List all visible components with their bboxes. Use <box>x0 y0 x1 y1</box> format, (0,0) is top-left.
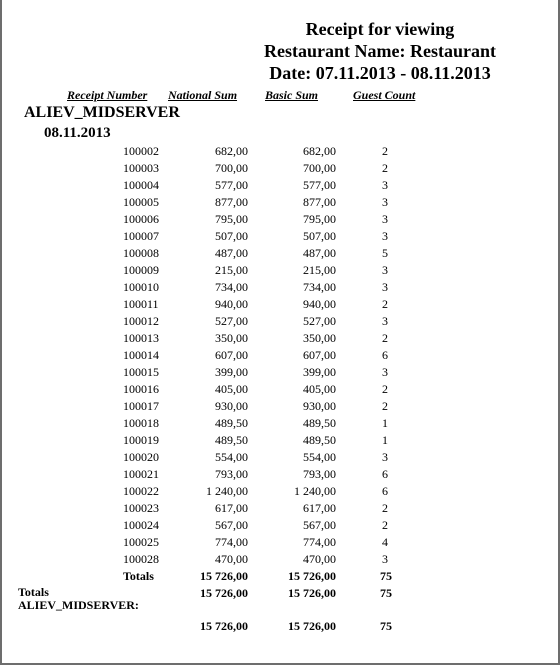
basic-sum-cell: 700,00 <box>303 161 336 175</box>
guest-count-cell: 1 <box>382 433 388 447</box>
guest-count-cell: 2 <box>382 144 388 158</box>
column-header-receipt-number: Receipt Number <box>67 88 148 102</box>
table-row <box>0 535 560 552</box>
guest-count-cell: 5 <box>382 246 388 260</box>
guest-count-cell: 4 <box>382 535 388 549</box>
national-sum-cell: 567,00 <box>215 518 248 532</box>
basic-sum-cell: 567,00 <box>303 518 336 532</box>
basic-sum-cell: 940,00 <box>303 297 336 311</box>
basic-sum-cell: 607,00 <box>303 348 336 362</box>
basic-sum-cell: 617,00 <box>303 501 336 515</box>
national-sum-cell: 489,50 <box>215 416 248 430</box>
basic-sum-cell: 774,00 <box>303 535 336 549</box>
subtotal-national: 15 726,00 <box>200 569 248 583</box>
guest-count-cell: 3 <box>382 365 388 379</box>
receipt-number-cell: 100018 <box>123 416 159 430</box>
guest-count-cell: 3 <box>382 263 388 277</box>
basic-sum-cell: 527,00 <box>303 314 336 328</box>
column-header-basic-sum: Basic Sum <box>265 88 319 102</box>
basic-sum-cell: 405,00 <box>303 382 336 396</box>
receipt-number-cell: 100007 <box>123 229 159 243</box>
receipt-number-cell: 100011 <box>123 297 159 311</box>
table-row <box>0 382 560 399</box>
guest-count-cell: 6 <box>382 484 388 498</box>
table-row <box>0 195 560 212</box>
basic-sum-cell: 470,00 <box>303 552 336 566</box>
server-total-guests: 75 <box>380 586 392 600</box>
table-row <box>0 161 560 178</box>
national-sum-cell: 930,00 <box>215 399 248 413</box>
table-row <box>0 450 560 467</box>
basic-sum-cell: 489,50 <box>303 433 336 447</box>
receipt-number-cell: 100023 <box>123 501 159 515</box>
guest-count-cell: 2 <box>382 399 388 413</box>
national-sum-cell: 940,00 <box>215 297 248 311</box>
receipt-number-cell: 100016 <box>123 382 159 396</box>
subtotal-basic: 15 726,00 <box>288 569 336 583</box>
national-sum-cell: 215,00 <box>215 263 248 277</box>
receipt-number-cell: 100010 <box>123 280 159 294</box>
national-sum-cell: 350,00 <box>215 331 248 345</box>
table-row <box>0 178 560 195</box>
basic-sum-cell: 793,00 <box>303 467 336 481</box>
table-row <box>0 416 560 433</box>
report-title-block <box>200 18 560 84</box>
grand-total-national: 15 726,00 <box>200 619 248 633</box>
server-total-label-line1: Totals <box>18 585 49 599</box>
guest-count-cell: 3 <box>382 280 388 294</box>
basic-sum-cell: 930,00 <box>303 399 336 413</box>
table-row <box>0 229 560 246</box>
table-row <box>0 433 560 450</box>
basic-sum-cell: 215,00 <box>303 263 336 277</box>
basic-sum-cell: 682,00 <box>303 144 336 158</box>
receipt-number-cell: 100025 <box>123 535 159 549</box>
national-sum-cell: 577,00 <box>215 178 248 192</box>
receipt-number-cell: 100009 <box>123 263 159 277</box>
column-headers <box>0 88 560 104</box>
national-sum-cell: 405,00 <box>215 382 248 396</box>
receipt-number-cell: 100014 <box>123 348 159 362</box>
server-total-label-line2: ALIEV_MIDSERVER: <box>18 598 139 612</box>
receipt-number-cell: 100028 <box>123 552 159 566</box>
table-row <box>0 212 560 229</box>
guest-count-cell: 6 <box>382 467 388 481</box>
national-sum-cell: 795,00 <box>215 212 248 226</box>
guest-count-cell: 3 <box>382 178 388 192</box>
receipt-number-cell: 100005 <box>123 195 159 209</box>
guest-count-cell: 2 <box>382 501 388 515</box>
guest-count-cell: 3 <box>382 212 388 226</box>
table-row <box>0 467 560 484</box>
national-sum-cell: 1 240,00 <box>206 484 248 498</box>
table-row <box>0 399 560 416</box>
national-sum-cell: 682,00 <box>215 144 248 158</box>
receipt-number-cell: 100008 <box>123 246 159 260</box>
national-sum-cell: 700,00 <box>215 161 248 175</box>
receipt-number-cell: 100024 <box>123 518 159 532</box>
basic-sum-cell: 489,50 <box>303 416 336 430</box>
receipt-number-cell: 100003 <box>123 161 159 175</box>
national-sum-cell: 489,50 <box>215 433 248 447</box>
receipt-number-cell: 100006 <box>123 212 159 226</box>
national-sum-cell: 774,00 <box>215 535 248 549</box>
receipt-number-cell: 100022 <box>123 484 159 498</box>
receipt-number-cell: 100012 <box>123 314 159 328</box>
server-total-national: 15 726,00 <box>200 586 248 600</box>
national-sum-cell: 877,00 <box>215 195 248 209</box>
receipt-number-cell: 100017 <box>123 399 159 413</box>
table-row <box>0 263 560 280</box>
table-row <box>0 484 560 501</box>
server-total-label <box>18 586 139 612</box>
national-sum-cell: 487,00 <box>215 246 248 260</box>
guest-count-cell: 3 <box>382 195 388 209</box>
basic-sum-cell: 577,00 <box>303 178 336 192</box>
server-total-basic: 15 726,00 <box>288 586 336 600</box>
national-sum-cell: 470,00 <box>215 552 248 566</box>
column-header-national-sum: National Sum <box>168 88 238 102</box>
guest-count-cell: 3 <box>382 314 388 328</box>
grand-total-basic: 15 726,00 <box>288 619 336 633</box>
table-row <box>0 331 560 348</box>
grand-total-guests: 75 <box>380 619 392 633</box>
national-sum-cell: 554,00 <box>215 450 248 464</box>
basic-sum-cell: 554,00 <box>303 450 336 464</box>
subtotal-guests: 75 <box>380 569 392 583</box>
table-row <box>0 314 560 331</box>
basic-sum-cell: 1 240,00 <box>294 484 336 498</box>
basic-sum-cell: 487,00 <box>303 246 336 260</box>
table-row <box>0 518 560 535</box>
table-row <box>0 552 560 569</box>
guest-count-cell: 3 <box>382 552 388 566</box>
column-header-guest-count: Guest Count <box>353 88 416 102</box>
report-title: Receipt for viewing <box>305 19 455 39</box>
subtotal-label: Totals <box>123 569 154 583</box>
receipt-number-cell: 100019 <box>123 433 159 447</box>
receipt-rows <box>0 144 560 569</box>
guest-count-cell: 3 <box>382 450 388 464</box>
guest-count-cell: 2 <box>382 161 388 175</box>
receipt-number-cell: 100013 <box>123 331 159 345</box>
group-date: 08.11.2013 <box>44 125 111 141</box>
guest-count-cell: 2 <box>382 297 388 311</box>
date-range: Date: 07.11.2013 - 08.11.2013 <box>269 63 491 83</box>
subtotal-row <box>0 569 560 586</box>
receipt-number-cell: 100002 <box>123 144 159 158</box>
basic-sum-cell: 507,00 <box>303 229 336 243</box>
guest-count-cell: 2 <box>382 382 388 396</box>
guest-count-cell: 2 <box>382 331 388 345</box>
national-sum-cell: 617,00 <box>215 501 248 515</box>
national-sum-cell: 607,00 <box>215 348 248 362</box>
basic-sum-cell: 734,00 <box>303 280 336 294</box>
receipt-number-cell: 100004 <box>123 178 159 192</box>
table-row <box>0 144 560 161</box>
receipt-number-cell: 100015 <box>123 365 159 379</box>
guest-count-cell: 6 <box>382 348 388 362</box>
guest-count-cell: 1 <box>382 416 388 430</box>
table-row <box>0 246 560 263</box>
group-server-name: ALIEV_MIDSERVER <box>24 104 180 121</box>
table-row <box>0 501 560 518</box>
national-sum-cell: 507,00 <box>215 229 248 243</box>
guest-count-cell: 3 <box>382 229 388 243</box>
table-row <box>0 365 560 382</box>
national-sum-cell: 399,00 <box>215 365 248 379</box>
national-sum-cell: 527,00 <box>215 314 248 328</box>
basic-sum-cell: 350,00 <box>303 331 336 345</box>
receipt-number-cell: 100021 <box>123 467 159 481</box>
table-row <box>0 348 560 365</box>
guest-count-cell: 2 <box>382 518 388 532</box>
restaurant-name: Restaurant Name: Restaurant <box>264 41 496 61</box>
national-sum-cell: 734,00 <box>215 280 248 294</box>
receipt-number-cell: 100020 <box>123 450 159 464</box>
basic-sum-cell: 399,00 <box>303 365 336 379</box>
basic-sum-cell: 795,00 <box>303 212 336 226</box>
basic-sum-cell: 877,00 <box>303 195 336 209</box>
table-row <box>0 280 560 297</box>
table-row <box>0 297 560 314</box>
national-sum-cell: 793,00 <box>215 467 248 481</box>
